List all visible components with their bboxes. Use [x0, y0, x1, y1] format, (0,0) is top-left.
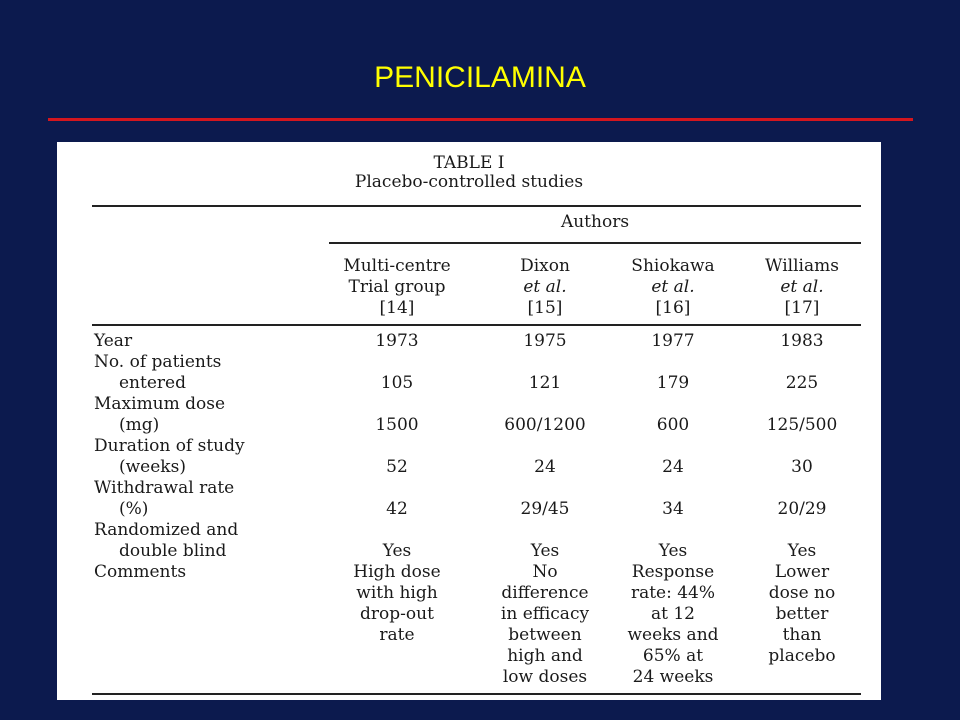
- column-header-line: Multi-centre: [343, 256, 451, 276]
- table-cell: 24: [534, 457, 556, 477]
- table-cell: 42: [386, 499, 408, 519]
- table-cell: 600: [656, 415, 690, 435]
- row-label-text: Comments: [94, 562, 187, 582]
- table-cell: 34: [662, 499, 684, 519]
- column-header-line: et al.: [651, 277, 695, 297]
- table-number: TABLE I: [433, 153, 505, 173]
- column-header-ref: [16]: [655, 298, 691, 318]
- row-label-text: Maximum dose: [94, 394, 226, 414]
- comment-line: drop-out: [360, 604, 434, 624]
- comment-line: low doses: [502, 667, 588, 687]
- comment-line: weeks and: [627, 625, 719, 645]
- table-caption: Placebo-controlled studies: [354, 172, 584, 192]
- row-label-patients: [94, 352, 221, 394]
- row-label-duration: [94, 436, 245, 478]
- comment-line: 24 weeks: [632, 667, 714, 687]
- table-cell: 1500: [375, 415, 419, 435]
- authors-header: Authors: [560, 212, 630, 232]
- column-header-line: Williams: [765, 256, 839, 276]
- row-label-text: Year: [94, 331, 133, 351]
- row-label-text: Duration of study: [94, 436, 245, 456]
- comment-line: Lower: [774, 562, 830, 582]
- table-cell: 121: [528, 373, 562, 393]
- comment-line: difference: [501, 583, 589, 603]
- comment-line: rate: [379, 625, 415, 645]
- table-cell: 225: [785, 373, 819, 393]
- comment-line: in efficacy: [500, 604, 590, 624]
- table-cell: 1977: [651, 331, 695, 351]
- authors-rule: [329, 242, 861, 244]
- table-cell: 105: [380, 373, 414, 393]
- table-cell: 1973: [375, 331, 419, 351]
- table-heading: [57, 154, 881, 192]
- column-header-ref: [14]: [379, 298, 415, 318]
- column-header-multicentre: [333, 256, 461, 319]
- table-bottom-rule: [92, 693, 861, 695]
- row-label-randomized: [94, 520, 238, 562]
- table-cell: 20/29: [777, 499, 827, 519]
- comment-line: rate: 44%: [630, 583, 716, 603]
- table-cell: 1983: [780, 331, 824, 351]
- table-cell: 30: [791, 457, 813, 477]
- table-figure: [57, 142, 881, 700]
- table-cell: 125/500: [766, 415, 838, 435]
- row-label-text: No. of patients: [94, 352, 222, 372]
- column-header-line: et al.: [523, 277, 567, 297]
- column-header-williams: [741, 256, 863, 319]
- column-header-line: Shiokawa: [631, 256, 715, 276]
- row-label-max-dose: [94, 394, 225, 436]
- comment-line: dose no: [768, 583, 836, 603]
- comment-line: better: [775, 604, 829, 624]
- table-cell: Yes: [530, 541, 560, 561]
- header-bottom-rule: [92, 324, 861, 326]
- row-label-comments: [94, 562, 186, 583]
- table-cell: 24: [662, 457, 684, 477]
- column-header-shiokawa: [612, 256, 734, 319]
- table-cell: 1975: [523, 331, 567, 351]
- row-label-year: [94, 331, 132, 352]
- comment-cell-dixon: [485, 562, 605, 688]
- comment-line: than: [782, 625, 822, 645]
- comment-line: at 12: [650, 604, 695, 624]
- table-cell: Yes: [658, 541, 688, 561]
- row-label-text: double blind: [119, 541, 227, 561]
- table-cell: 52: [386, 457, 408, 477]
- row-label-text: Withdrawal rate: [94, 478, 235, 498]
- title-divider: [48, 118, 913, 121]
- comment-line: No: [532, 562, 558, 582]
- column-header-dixon: [485, 256, 605, 319]
- table-cell: 600/1200: [504, 415, 586, 435]
- row-label-text: entered: [119, 373, 186, 393]
- comment-line: Response: [631, 562, 715, 582]
- row-label-withdrawal: [94, 478, 234, 520]
- table-cell: 179: [656, 373, 690, 393]
- slide-title: PENICILAMINA: [374, 61, 586, 94]
- comment-line: 65% at: [642, 646, 704, 666]
- column-header-ref: [15]: [527, 298, 563, 318]
- column-header-ref: [17]: [784, 298, 820, 318]
- comment-line: high and: [507, 646, 583, 666]
- column-header-line: et al.: [780, 277, 824, 297]
- comment-line: between: [508, 625, 582, 645]
- column-header-line: Trial group: [348, 277, 446, 297]
- table-cell: 29/45: [520, 499, 570, 519]
- row-label-text: (mg): [119, 415, 160, 435]
- table-cell: Yes: [787, 541, 817, 561]
- row-label-text: (weeks): [119, 457, 186, 477]
- comment-cell-williams: [741, 562, 863, 667]
- comment-line: placebo: [768, 646, 836, 666]
- comment-line: with high: [356, 583, 438, 603]
- top-rule: [92, 205, 861, 207]
- row-label-text: (%): [119, 499, 149, 519]
- column-header-line: Dixon: [520, 256, 570, 276]
- row-label-text: Randomized and: [94, 520, 239, 540]
- comment-line: High dose: [353, 562, 441, 582]
- comment-cell-shiokawa: [612, 562, 734, 688]
- table-cell: Yes: [382, 541, 412, 561]
- comment-cell-multicentre: [333, 562, 461, 646]
